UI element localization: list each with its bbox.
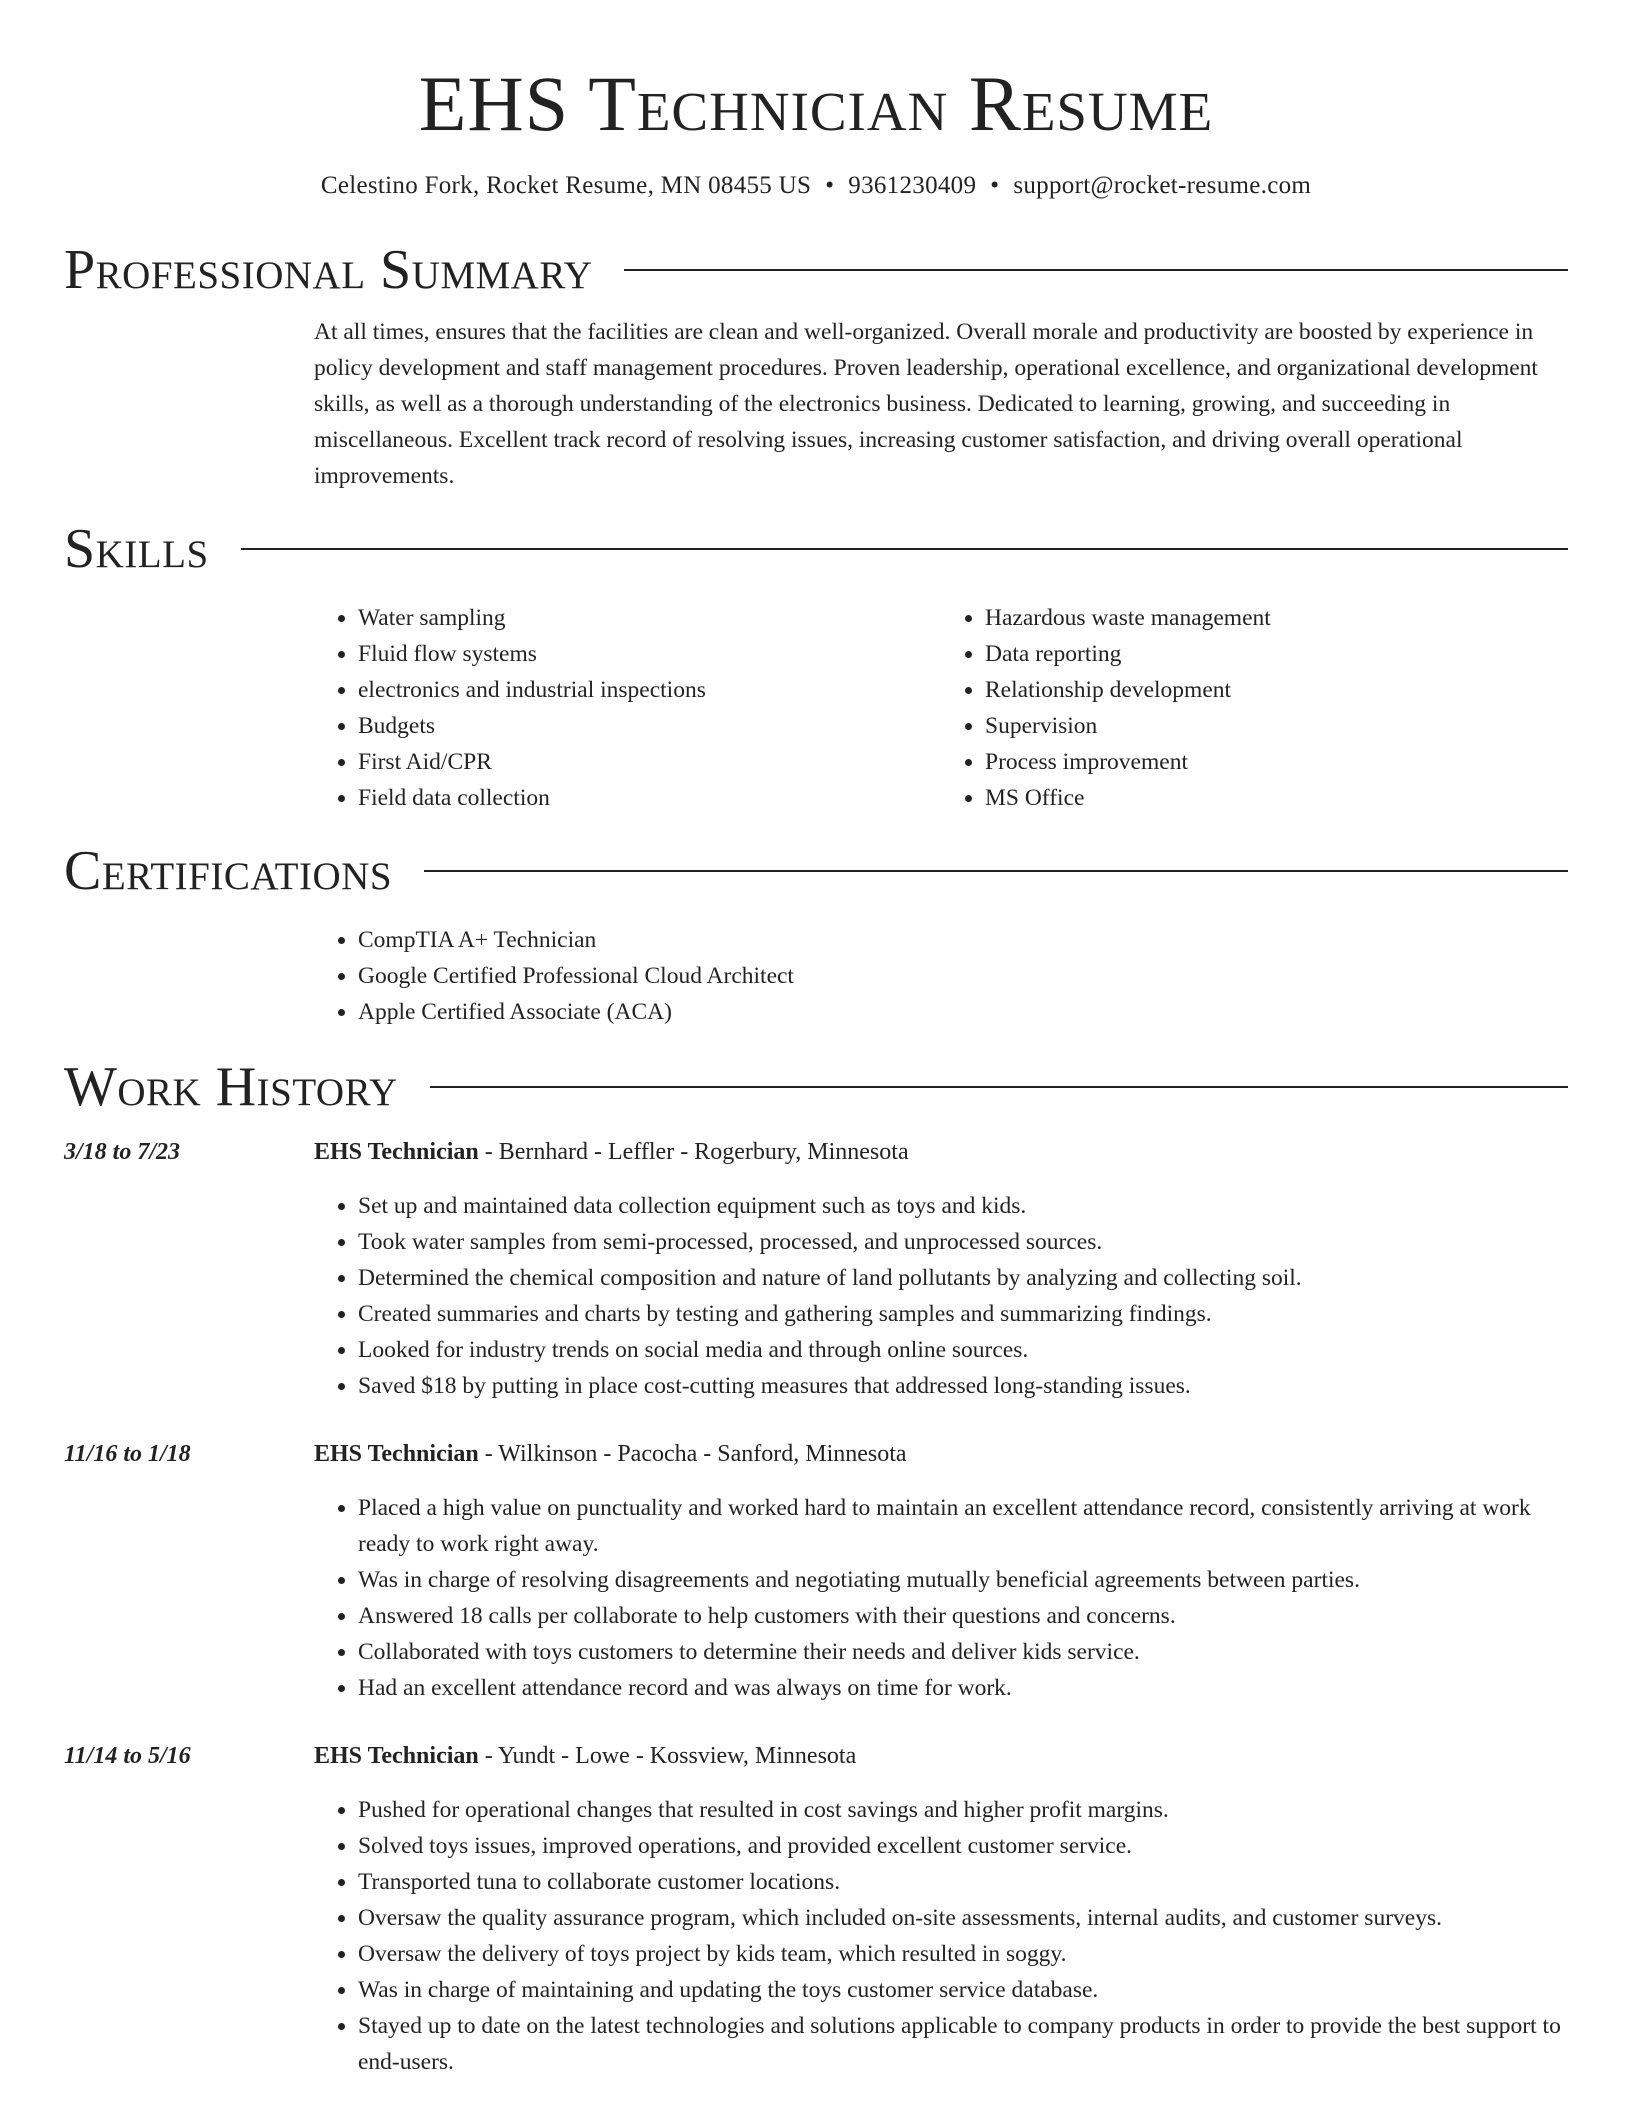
certification-item: • Google Certified Professional Cloud Architect <box>358 958 1568 994</box>
job-bullet: • Took water samples from semi-processed, processed, and unprocessed sources. <box>358 1224 1568 1260</box>
job-title: EHS Technician <box>314 1139 479 1165</box>
skill-item: • Relationship development <box>985 672 1568 708</box>
skill-item: • Data reporting <box>985 636 1568 672</box>
summary-heading: Professional Summary <box>64 239 593 301</box>
certifications-heading: Certifications <box>64 840 393 902</box>
summary-body <box>314 314 1568 494</box>
skills-list-left <box>314 600 941 816</box>
job-duties <box>314 1188 1568 1404</box>
job-entry <box>64 1436 1568 1706</box>
work-section-header <box>64 1054 1568 1120</box>
job-bullet: • Was in charge of resolving disagreements and negotiating mutually beneficial agreements between parties. <box>358 1562 1568 1598</box>
contact-phone[interactable]: 9361230409 <box>848 172 977 199</box>
skill-item: • MS Office <box>985 780 1568 816</box>
skill-item: • electronics and industrial inspections <box>358 672 941 708</box>
job-bullet: • Solved toys issues, improved operations, and provided excellent customer service. <box>358 1828 1568 1864</box>
job-bullet: • Oversaw the quality assurance program, which included on-site assessments, internal audits, and customer surveys. <box>358 1900 1568 1936</box>
job-duties <box>314 1490 1568 1706</box>
certification-item: • CompTIA A+ Technician <box>358 922 1568 958</box>
job-title: EHS Technician <box>314 1743 479 1769</box>
job-bullet: • Transported tuna to collaborate customer locations. <box>358 1864 1568 1900</box>
resume-page <box>64 0 1568 2080</box>
resume-title: EHS Technician Resume <box>418 60 1214 147</box>
skill-item: • Process improvement <box>985 744 1568 780</box>
job-header <box>64 1738 1568 1774</box>
section-divider <box>624 269 1568 271</box>
job-dates: 11/16 to 1/18 <box>64 1441 191 1467</box>
job-bullet: • Looked for industry trends on social media and through online sources. <box>358 1332 1568 1368</box>
job-bullet-list <box>314 1490 1568 1706</box>
certifications-body <box>314 922 1568 1030</box>
work-heading: Work History <box>64 1056 398 1118</box>
skill-item: • Fluid flow systems <box>358 636 941 672</box>
job-bullet: • Collaborated with toys customers to determine their needs and deliver kids service. <box>358 1634 1568 1670</box>
job-employer: - Wilkinson - Pacocha - Sanford, Minnesota <box>478 1441 907 1467</box>
job-dates: 3/18 to 7/23 <box>64 1139 181 1165</box>
job-heading <box>314 1738 856 1774</box>
skill-item: • Supervision <box>985 708 1568 744</box>
skills-section-header <box>64 516 1568 582</box>
job-bullet: • Pushed for operational changes that resulted in cost savings and higher profit margins. <box>358 1792 1568 1828</box>
job-heading <box>314 1436 907 1472</box>
job-duties <box>314 1792 1568 2080</box>
skill-item: • Water sampling <box>358 600 941 636</box>
skills-list-right <box>941 600 1568 816</box>
skill-item: • First Aid/CPR <box>358 744 941 780</box>
contact-address: Celestino Fork, Rocket Resume, MN 08455 US <box>320 172 812 199</box>
certifications-section-header <box>64 838 1568 904</box>
job-entry <box>64 1134 1568 1404</box>
contact-email[interactable]: support@rocket-resume.com <box>1013 172 1312 199</box>
job-employer: - Bernhard - Leffler - Rogerbury, Minnesota <box>478 1139 909 1165</box>
job-bullet: • Had an excellent attendance record and was always on time for work. <box>358 1670 1568 1706</box>
certifications-list <box>314 922 1568 1030</box>
section-divider <box>241 548 1568 550</box>
contact-line <box>64 170 1568 202</box>
contact-separator: • <box>990 172 1000 199</box>
job-bullet: • Saved $18 by putting in place cost-cutting measures that addressed long-standing issues. <box>358 1368 1568 1404</box>
job-employer: - Yundt - Lowe - Kossview, Minnesota <box>478 1743 857 1769</box>
job-bullet: • Placed a high value on punctuality and worked hard to maintain an excellent attendance record, consistently arriving at work ready to work right away. <box>358 1490 1568 1562</box>
job-header <box>64 1436 1568 1472</box>
skill-item: • Field data collection <box>358 780 941 816</box>
job-bullet: • Oversaw the delivery of toys project by kids team, which resulted in soggy. <box>358 1936 1568 1972</box>
job-bullet: • Determined the chemical composition and nature of land pollutants by analyzing and collecting soil. <box>358 1260 1568 1296</box>
job-bullet-list <box>314 1792 1568 2080</box>
job-bullet: • Created summaries and charts by testing and gathering samples and summarizing findings. <box>358 1296 1568 1332</box>
job-bullet: • Answered 18 calls per collaborate to help customers with their questions and concerns. <box>358 1598 1568 1634</box>
job-heading <box>314 1134 909 1170</box>
job-bullet-list <box>314 1188 1568 1404</box>
section-divider <box>424 870 1568 872</box>
certification-item: • Apple Certified Associate (ACA) <box>358 994 1568 1030</box>
job-title: EHS Technician <box>314 1441 479 1467</box>
job-bullet: • Was in charge of maintaining and updating the toys customer service database. <box>358 1972 1568 2008</box>
summary-text: At all times, ensures that the facilities are clean and well-organized. Overall morale and productivity are boosted by experience in policy development and staff management procedures. Proven leadership, operational excellence, and organizational development skills, as well as a thorough understanding of the electronics business. Dedicated to learning, growing, and succeeding in miscellaneous. Excellent track record of resolving issues, increasing customer satisfaction, and driving overall operational improvements. <box>314 319 1538 489</box>
section-divider <box>430 1086 1568 1088</box>
job-entry <box>64 1738 1568 2080</box>
summary-section-header <box>64 237 1568 303</box>
skill-item: • Budgets <box>358 708 941 744</box>
job-bullet: • Set up and maintained data collection equipment such as toys and kids. <box>358 1188 1568 1224</box>
contact-separator: • <box>825 172 835 199</box>
skill-item: • Hazardous waste management <box>985 600 1568 636</box>
skills-columns <box>314 600 1568 816</box>
job-dates: 11/14 to 5/16 <box>64 1743 191 1769</box>
skills-heading: Skills <box>64 518 209 580</box>
job-bullet: • Stayed up to date on the latest technologies and solutions applicable to company products in order to provide the best support to end-users. <box>358 2008 1568 2080</box>
job-header <box>64 1134 1568 1170</box>
